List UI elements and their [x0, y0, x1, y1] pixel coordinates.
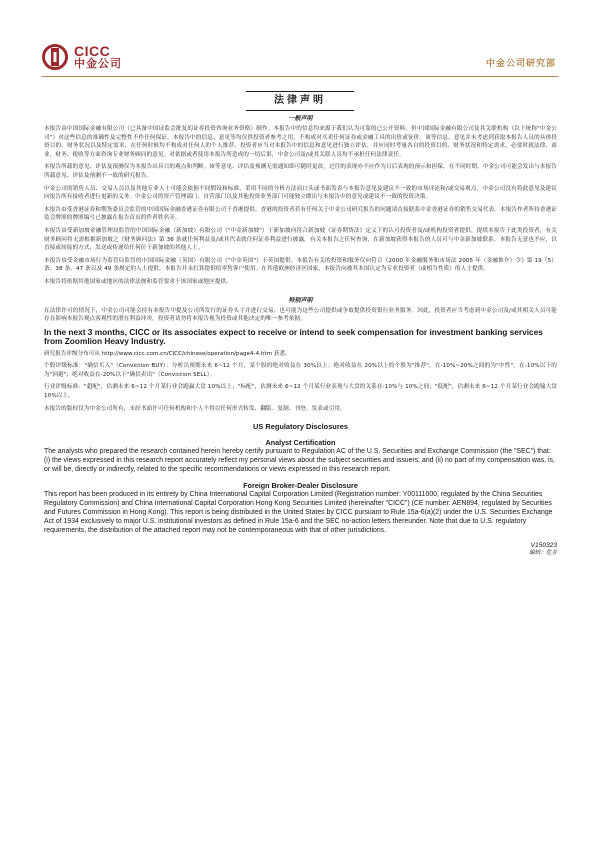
editor-credit: 编辑：危芳 — [529, 549, 557, 556]
general-paragraph: 本报告由受新加坡金融管理局监管的中国国际金融（新加坡）有限公司（"中金新加坡"）于新加坡向符合新加坡《证券期货法》定义下的认可投资者及/或机构投资者提供。提供本报告于此类投资者，有关财务顾问将无需根据新加坡之《财务顾问法》第 36 条就任何利益及/或其代表就任何证券利益进行披露。有关本报告之任何查询，在新加坡获得本报告的人员可与中金新加坡联系。本报告无意也不应，以直接或间接的方式，发送或传递给任何位于新加坡的其他人士。 — [44, 227, 557, 252]
analyst-certification-text: The analysts who prepared the research contained herein hereby certify pursuant to Regulation AC of the U.S. Securities and Exchange Commission (the "SEC") that: (i) the views expressed in this research report accurately reflect my personal views about the subject securities and issuers; and (ii) no part of my compensation was, is, or will be, directly or indirectly, related to the specific recommendations or views expressed in this research report. — [44, 448, 555, 474]
rating-distribution-line: 研究报告评级分布可从 http://www.cicc.com.cn/CICC/chinese/operation/page4-4.htm 获悉。 — [44, 351, 291, 358]
compensation-notice: In the next 3 months, CICC or its associates expect to receive or intend to seek compensation for investment banking services from Zoomlion Heavy Industry. — [44, 326, 543, 347]
header-divider — [42, 76, 558, 77]
broker-dealer-heading: Foreign Broker-Dealer Disclosure — [243, 480, 358, 490]
general-paragraph: 本报告由受香港证券和期货委员会监管的中国国际金融香港证券有限公司于香港提供。香港的投资者若有任何关于中金公司研究报告的问题请直接联系中金香港证券的销售交易代表。本报告作者所持香港证监会牌照的牌照编号已披露在报告首页的作者姓名旁。 — [44, 206, 557, 222]
cicc-logo-icon — [42, 44, 68, 70]
department-label: 中金公司研究部 — [485, 59, 556, 69]
disclaimer-body — [44, 114, 557, 557]
logo-text-cn: 中金公司 — [74, 57, 122, 70]
general-paragraph: 中金公司的销售人员、交易人员以及其他专业人士可能会依据不同假设和标准、采用不同的分析方法而口头或书面发表与本报告意见及建议不一致的市场评论和/或交易观点。中金公司没有将此意见及建议向报告所有接收者进行更新的义务。中金公司的资产管理部门、自营部门以及其他投资业务部门可能独立做出与本报告中的意见或建议不一致的投资决策。 — [44, 185, 557, 201]
general-paragraph: 本报告将依据其他国家或地区的法律法规和监管要求于该国家或地区提供。 — [44, 278, 232, 285]
page-title: 法律声明 — [246, 91, 354, 111]
special-paragraph: 在法律许可的情况下，中金公司可能会持有本报告中提及公司所发行的证券头寸并进行交易，也可能为这些公司提供或争取提供投资银行业务服务。因此，投资者应当考虑到中金公司及/或其相关人员可能存在影响本报告观点客观性的潜在利益冲突。投资者请勿将本报告视为投资或其他决定的唯一参考依据。 — [44, 307, 557, 323]
general-paragraph: 本报告所载的意见、评估及预测仅为本报告出具日的观点和判断。该等意见、评估及预测无需通知即可随时更改。过往的表现亦不应作为日后表现的预示和担保。在不同时期，中金公司可能会发出与本报告所载意见、评估及预测不一致的研究报告。 — [44, 164, 557, 179]
stock-rating-definition: 个股评级标准："确信买入"（Conviction BUY）：分析员预期未来 6~12 个月，某个股的绝对收益在 30%以上；绝对收益在 20%以上的个股为"推荐"，在-10%~20%之间的为"中性"，在-10%以下的为"回避"；绝对收益在-20%以下"确信卖出"（Conviction SELL）。 — [44, 363, 557, 378]
logo-text-en: CICC — [74, 43, 111, 59]
industry-rating-definition: 行业评级标准："超配"，估测未来 6~12 个月某行业会跑赢大盘 10%以上；"标配"，估测未来 6~12 个月某行业表现与大盘的关系在-10%与 10%之间；"低配"，估测未来 6~12 个月某行业会跑输大盘 10%以上。 — [44, 384, 557, 400]
copyright-notice: 本报告的版权仅为中金公司所有，未经书面许可任何机构和个人不得以任何形式转发、翻版、复制、刊登、发表或引用。 — [44, 405, 346, 412]
analyst-certification-heading: Analyst Certification — [265, 438, 336, 448]
special-heading: 特别声明 — [288, 296, 313, 304]
general-heading: 一般声明 — [288, 115, 313, 122]
general-paragraph: 本报告由受金融市场行为监管局监管的中国国际金融（英国）有限公司（"中金英国"）于英国提供。本报告有关的投资和服务仅向符合《2000 年金融服务和市场法 2005 年（金融推介）令》第 19（5）条、38 条、47 条以及 49 条规定的人士提供。本报告并未打算提供给零售客户使用。在其他欧洲经济区国家，本报告向被其本国认定为专业投资者（或相当性质）的人士提供。 — [44, 257, 557, 273]
us-disclosures-heading: US Regulatory Disclosures — [253, 422, 348, 432]
page-header — [0, 0, 600, 78]
general-paragraph: 本报告由中国国际金融有限公司（已具备中国证监会批复的证券投资咨询业务资格）制作。本报告中的信息均来源于我们认为可靠的已公开资料，但中国国际金融有限公司及其关联机构（以下统称"中金公司"）对这些信息的准确性及完整性不作任何保证。本报告中的信息、意见等均仅供投资者参考之用，不构成对买卖任何证券或金融工具的出价或征价。该等信息、意见并未考虑到获取本报告人员的具体投资目的、财务状况以及特定需求，在任何时候均不构成对任何人的个人推荐。投资者应当对本报告中的信息和意见进行独立评估，并应同时考量各自的投资目的、财务状况和特定需求，必要时就法律、商业、财务、税收等方面咨询专业财务顾问的意见。对依据或者使用本报告所造成的一切后果，中金公司及/或其关联人员均不承担任何法律责任。 — [44, 126, 557, 158]
broker-dealer-text: This report has been produced in its entirety by China International Capital Corporation Limited (Registration number: Y00111000, regulated by the China Securities Regulatory Commission) and China International Capital Corporation Hong Kong Securities Limited (hereinafter "CICC") (CE number: AEN894, regulated by Securities and Futures Commission in Hong Kong). This report is being distributed in the United States by CICC pursuant to Rule 15a-6(a)(2) under the U.S. Securities Exchange Act of 1934 exclusively to major U.S. institutional investors as defined in Rule 15a-6 and the SEC no-action letters thereunder. Note that due to U.S. regulatory requirements, the distribution of the attached report may not be contemporaneous with that of other jurisdictions. — [44, 490, 553, 534]
document-code: V150323 — [530, 541, 557, 549]
